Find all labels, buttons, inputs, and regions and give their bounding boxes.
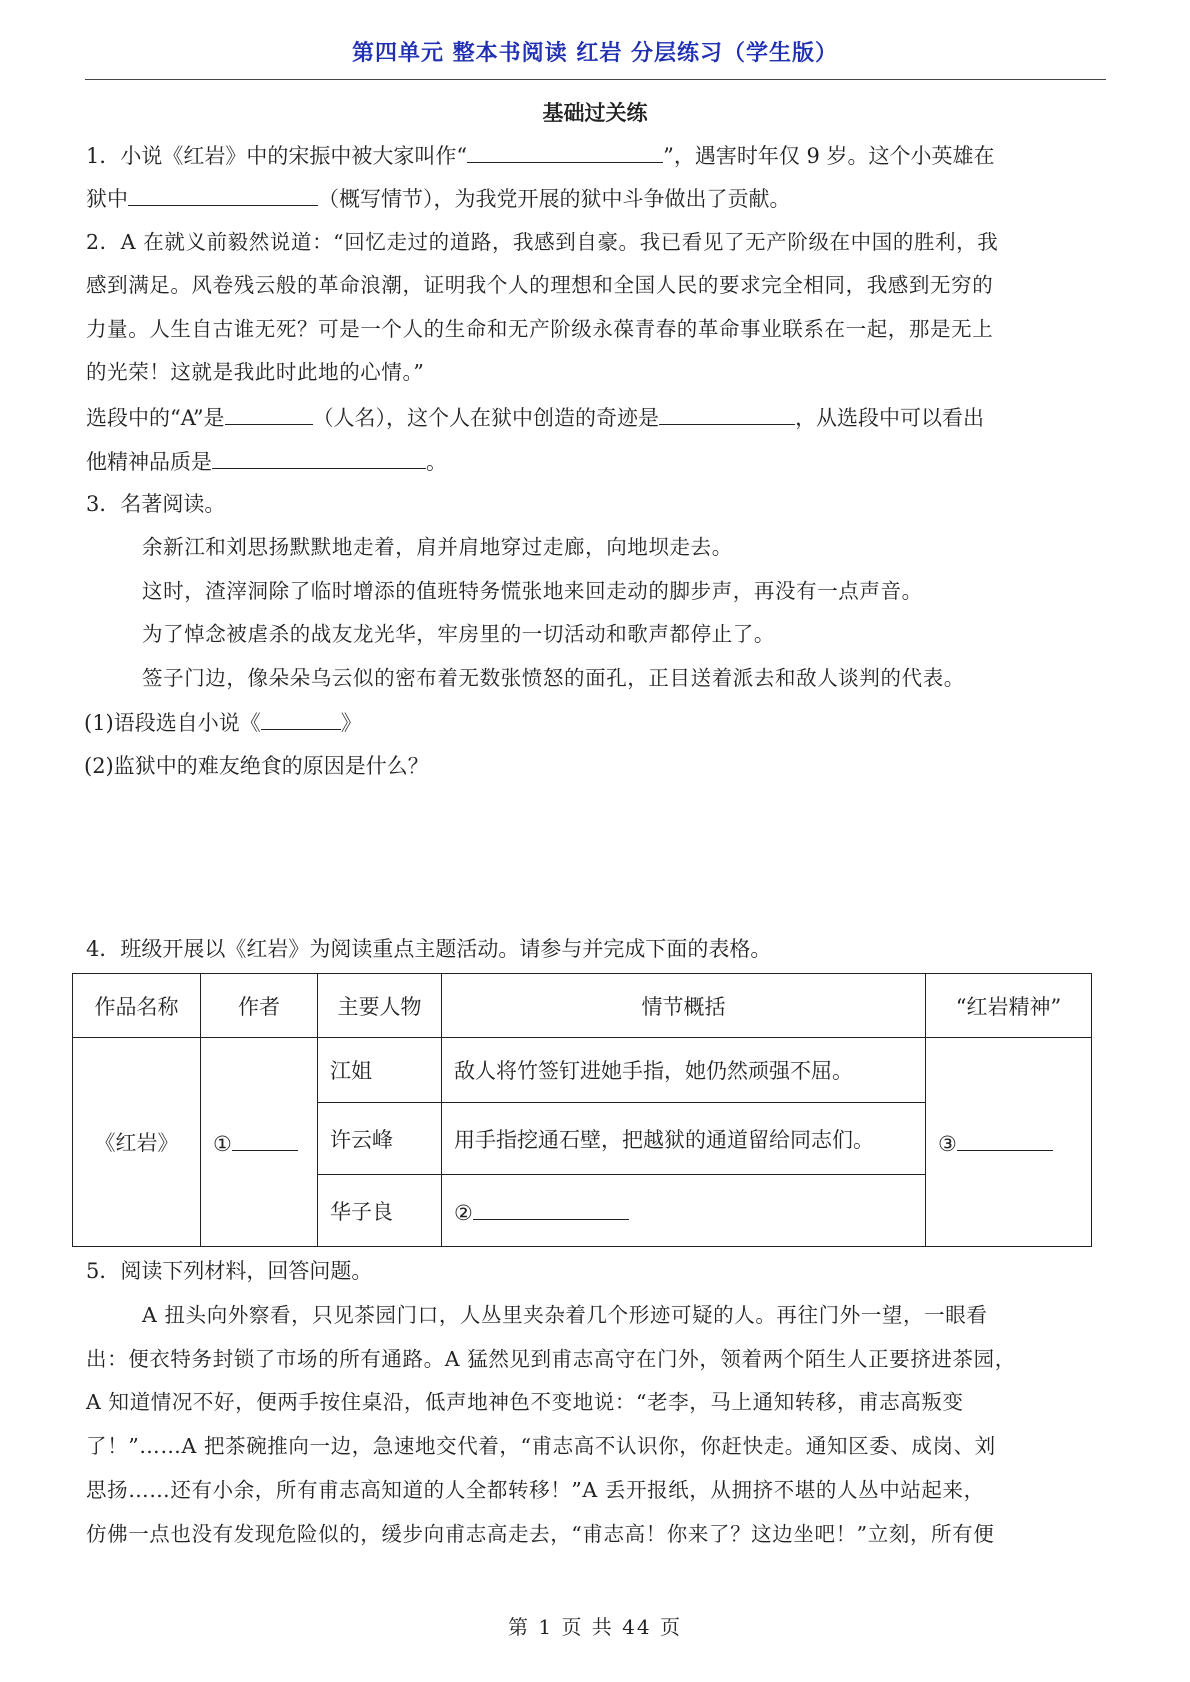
q5-passage-line: A 扭头向外察看，只见茶园门口，人丛里夹杂着几个形迹可疑的人。再往门外一望，一眼看 — [142, 1303, 988, 1327]
q4-blank-plot[interactable] — [473, 1197, 629, 1220]
blank-marker: ① — [213, 1132, 232, 1156]
q5-title: 5．阅读下列材料，回答问题。 — [86, 1259, 373, 1283]
table-cell-spirit — [926, 1038, 1092, 1247]
table-header: “红岩精神” — [926, 974, 1092, 1038]
table-cell-author — [201, 1038, 318, 1247]
q1-line-1 — [86, 140, 995, 171]
table-header: 作者 — [201, 974, 318, 1038]
q5-passage-line: A 知道情况不好，便两手按住桌沿，低声地神色不变地说：“老李，马上通知转移，甫志高叛变 — [86, 1390, 964, 1414]
q2-text: 他精神品质是 — [86, 450, 212, 474]
q2-text: （人名），这个人在狱中创造的奇迹是 — [312, 406, 660, 430]
blank-marker: ③ — [938, 1132, 957, 1156]
q2-text: 。 — [426, 450, 447, 474]
page-title: 第四单元 整本书阅读 红岩 分层练习（学生版） — [352, 41, 838, 66]
table-cell-plot — [442, 1175, 926, 1247]
q1-text: ”，遇害时年仅 9 岁。这个小英雄在 — [663, 144, 995, 168]
table-cell-plot: 敌人将竹签钉进她手指，她仍然顽强不屈。 — [442, 1038, 926, 1103]
q3-passage-line: 这时，渣滓洞除了临时增添的值班特务慌张地来回走动的脚步声，再没有一点声音。 — [142, 579, 923, 603]
table-cell-character: 许云峰 — [318, 1103, 442, 1175]
blank-marker: ② — [454, 1200, 473, 1225]
q5-passage-line: 出：便衣特务封锁了市场的所有通路。A 猛然见到甫志高守在门外，领着两个陌生人正要挤进茶园， — [86, 1347, 1016, 1371]
q5-passage-line: 了！”……A 把茶碗推向一边，急速地交代着，“甫志高不认识你，你赶快走。通知区委、成岗、刘 — [86, 1434, 996, 1458]
q3-passage-line: 为了悼念被虐杀的战友龙光华，牢房里的一切活动和歌声都停止了。 — [142, 622, 775, 646]
q2-passage-line: 力量。人生自古谁无死？可是一个人的生命和无产阶级永葆青春的革命事业联系在一起，那是无上 — [86, 317, 994, 341]
q2-blank-quality[interactable] — [212, 446, 426, 469]
q3-title: 3．名著阅读。 — [86, 492, 226, 516]
table-cell-character: 江姐 — [318, 1038, 442, 1103]
q2-question-line-1 — [86, 402, 984, 433]
table-cell-plot: 用手指挖通石壁，把越狱的通道留给同志们。 — [442, 1103, 926, 1175]
q4-blank-author[interactable] — [232, 1128, 298, 1151]
q2-text: ，从选段中可以看出 — [795, 406, 985, 430]
header-divider — [85, 79, 1106, 80]
q5-passage-line: 思扬……还有小余，所有甫志高知道的人全都转移！”A 丢开报纸，从拥挤不堪的人丛中站起来， — [86, 1478, 985, 1502]
table-header: 作品名称 — [73, 974, 201, 1038]
q1-blank-plot[interactable] — [128, 183, 318, 206]
q2-passage-line: 2．A 在就义前毅然说道：“回忆走过的道路，我感到自豪。我已看见了无产阶级在中国的胜利，我 — [86, 230, 999, 254]
table-header: 主要人物 — [318, 974, 442, 1038]
table-cell-character: 华子良 — [318, 1175, 442, 1247]
q2-text: 选段中的“A”是 — [86, 406, 225, 430]
q2-passage-line: 感到满足。风卷残云般的革命浪潮，证明我个人的理想和全国人民的要求完全相同，我感到无穷的 — [86, 273, 994, 297]
q4-title: 4．班级开展以《红岩》为阅读重点主题活动。请参与并完成下面的表格。 — [86, 937, 772, 961]
q3-passage-line: 余新江和刘思扬默默地走着，肩并肩地穿过走廊，向地坝走去。 — [142, 535, 733, 559]
table-row — [73, 1038, 1092, 1103]
q3-blank-novel[interactable] — [261, 707, 341, 730]
q4-table — [72, 973, 1092, 1247]
q3-passage-line: 签子门边，像朵朵乌云似的密布着无数张愤怒的面孔，正目送着派去和敌人谈判的代表。 — [142, 666, 965, 690]
q3-text: 》 — [340, 711, 362, 735]
table-cell-work: 《红岩》 — [73, 1038, 201, 1247]
q1-text: 狱中 — [86, 187, 128, 211]
q1-line-2 — [86, 183, 791, 214]
q3-sub-2: (2)监狱中的难友绝食的原因是什么？ — [84, 754, 429, 778]
q1-blank-nickname[interactable] — [467, 140, 663, 163]
table-header-row — [73, 974, 1092, 1038]
q4-blank-spirit[interactable] — [957, 1128, 1053, 1151]
q3-sub-1 — [84, 707, 362, 738]
q2-blank-name[interactable] — [225, 402, 313, 425]
q3-text: (1)语段选自小说《 — [84, 711, 261, 735]
q1-text: 1．小说《红岩》中的宋振中被大家叫作“ — [86, 144, 468, 168]
q2-blank-miracle[interactable] — [659, 402, 795, 425]
q2-passage-line: 的光荣！这就是我此时此地的心情。” — [86, 360, 425, 384]
page-number: 第 1 页 共 44 页 — [508, 1615, 682, 1639]
q5-passage-line: 仿佛一点也没有发现危险似的，缓步向甫志高走去，“甫志高！你来了？这边坐吧！”立刻，所有便 — [86, 1522, 995, 1546]
section-title: 基础过关练 — [542, 101, 648, 125]
q2-question-line-2 — [86, 446, 447, 477]
q1-text: （概写情节），为我党开展的狱中斗争做出了贡献。 — [318, 187, 791, 211]
table-header: 情节概括 — [442, 974, 926, 1038]
